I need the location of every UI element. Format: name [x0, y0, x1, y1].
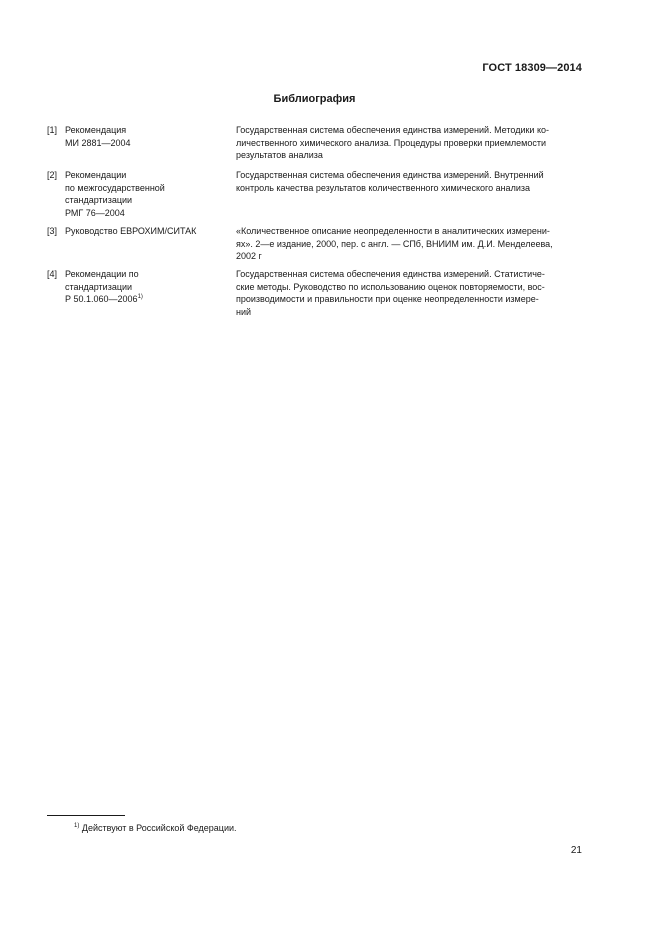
description-line: ний	[236, 306, 252, 317]
entry-number: [4]	[47, 269, 58, 279]
footnote-divider	[47, 815, 125, 816]
source-line: Р 50.1.060—2006$^{1)}$	[65, 294, 143, 304]
entry-source	[65, 169, 225, 219]
description-line: Государственная система обеспечения единства измерений. Внутренний	[236, 170, 544, 180]
description-line: ях». 2—е издание, 2000, пер. с англ. — СПб, ВНИИМ им. Д.И. Менделеева,	[236, 238, 553, 249]
entry-source	[65, 268, 225, 306]
bibliography-list	[47, 124, 584, 324]
description-line: Государственная система обеспечения единства измерений. Методики ко-	[236, 125, 549, 135]
entry-description	[236, 268, 584, 318]
bibliography-entry	[47, 225, 584, 268]
entry-number: [3]	[47, 226, 58, 236]
bibliography-entry	[47, 169, 584, 225]
bibliography-entry	[47, 124, 584, 169]
entry-source	[65, 124, 225, 149]
entry-description	[236, 124, 584, 162]
description-line: личественного химического анализа. Процедуры проверки приемлемости	[236, 137, 546, 148]
description-line: 2002 г	[236, 251, 262, 261]
bibliography-entry	[47, 268, 584, 324]
description-line: «Количественное описание неопределенности в аналитических измерени-	[236, 226, 550, 236]
source-line: Рекомендации по	[65, 269, 139, 279]
description-line: ские методы. Руководство по использованию оценок повторяемости, вос-	[236, 281, 545, 292]
footnote	[74, 822, 237, 834]
entry-source	[65, 225, 225, 238]
entry-number: [2]	[47, 170, 58, 180]
source-line: стандартизации	[65, 195, 133, 205]
footnote-text: Действуют в Российской Федерации.	[81, 823, 237, 833]
entry-description	[236, 225, 584, 263]
source-line: стандартизации	[65, 281, 133, 292]
source-line: РМГ 76—2004	[65, 207, 125, 218]
footnote-ref: 1)	[137, 294, 143, 300]
description-line: производимости и правильности при оценке неопределенности измере-	[236, 294, 539, 304]
footnote-marker: 1)	[74, 823, 80, 829]
source-line: по межгосударственной	[65, 182, 165, 193]
source-line: Руководство ЕВРОХИМ/СИТАК	[65, 226, 197, 236]
source-line: Рекомендации	[65, 170, 127, 180]
entry-description	[236, 169, 584, 194]
description-line: Государственная система обеспечения единства измерений. Статистиче-	[236, 269, 545, 279]
section-title: Библиография	[273, 93, 356, 105]
page-number: 21	[570, 845, 582, 856]
description-line: контроль качества результатов количественного химического анализа	[236, 182, 530, 193]
document-code: ГОСТ 18309—2014	[482, 62, 582, 74]
description-line: результатов анализа	[236, 150, 323, 160]
source-line: Рекомендация	[65, 125, 127, 135]
entry-number: [1]	[47, 125, 58, 135]
source-line: МИ 2881—2004	[65, 137, 131, 148]
